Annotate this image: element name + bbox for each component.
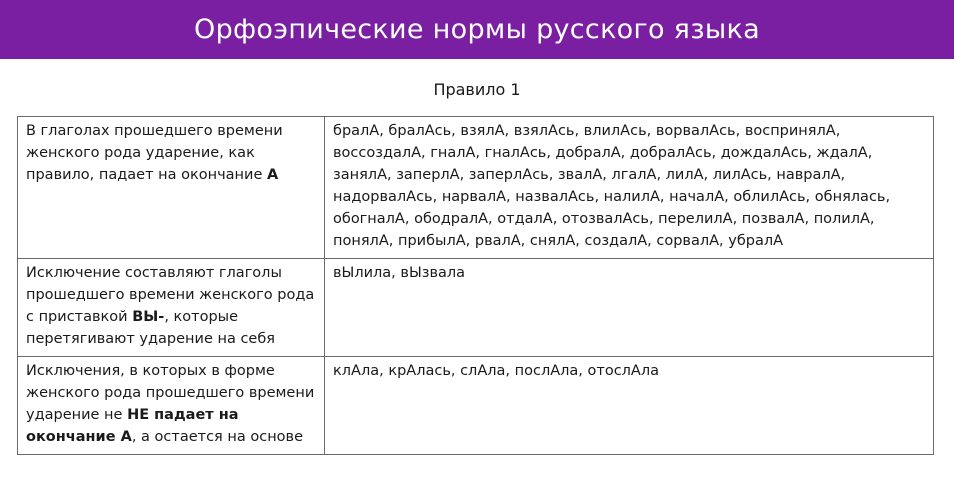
rule-text-bold: ВЫ-: [132, 309, 165, 325]
rules-table: [17, 116, 934, 455]
page-title: Орфоэпические нормы русского языка: [194, 14, 760, 45]
rule-cell: [18, 357, 325, 455]
rule-text: , а остается на основе: [131, 429, 304, 445]
examples-cell: клАла, крАлась, слАла, послАла, отослАла: [325, 357, 934, 455]
rule-text-bold: А: [267, 167, 279, 183]
rule-cell: [18, 117, 325, 259]
rule-text-bold: НЕ падает на окончание А: [26, 407, 239, 445]
rule-text: , которые перетягивают ударение на себя: [26, 309, 276, 347]
rule-text: Исключение составляют глаголы прошедшего времени женского рода с приставкой: [26, 265, 315, 325]
table-row: [18, 357, 934, 455]
rule-text: В глаголах прошедшего времени женского рода ударение, как правило, падает на окончание: [26, 123, 283, 183]
table-row: [18, 117, 934, 259]
rule-subtitle: Правило 1: [433, 80, 521, 99]
examples-cell: бралА, бралАсь, взялА, взялАсь, влилАсь, ворвалАсь, воспринялА, воссоздалА, гналА, гналАсь, добралА, добралАсь, дождалАсь, ждалА, занялА, заперлА, заперлАсь, звалА, лгалА, лилА, лилАсь, навралА, надорвалАсь, нарвалА, назвалАсь, налилА, началА, облилАсь, обнялась, обогналА, ободралА, отдалА, отозвалАсь, перелилА, позвалА, полилА, понялА, прибылА, рвалА, снялА, создалА, сорвалА, убралА: [325, 117, 934, 259]
rule-cell: [18, 259, 325, 357]
rule-text: Исключения, в которых в форме женского рода прошедшего времени ударение не: [26, 363, 315, 423]
table-row: [18, 259, 934, 357]
examples-cell: вЫлила, вЫзвала: [325, 259, 934, 357]
title-banner: [0, 0, 954, 59]
